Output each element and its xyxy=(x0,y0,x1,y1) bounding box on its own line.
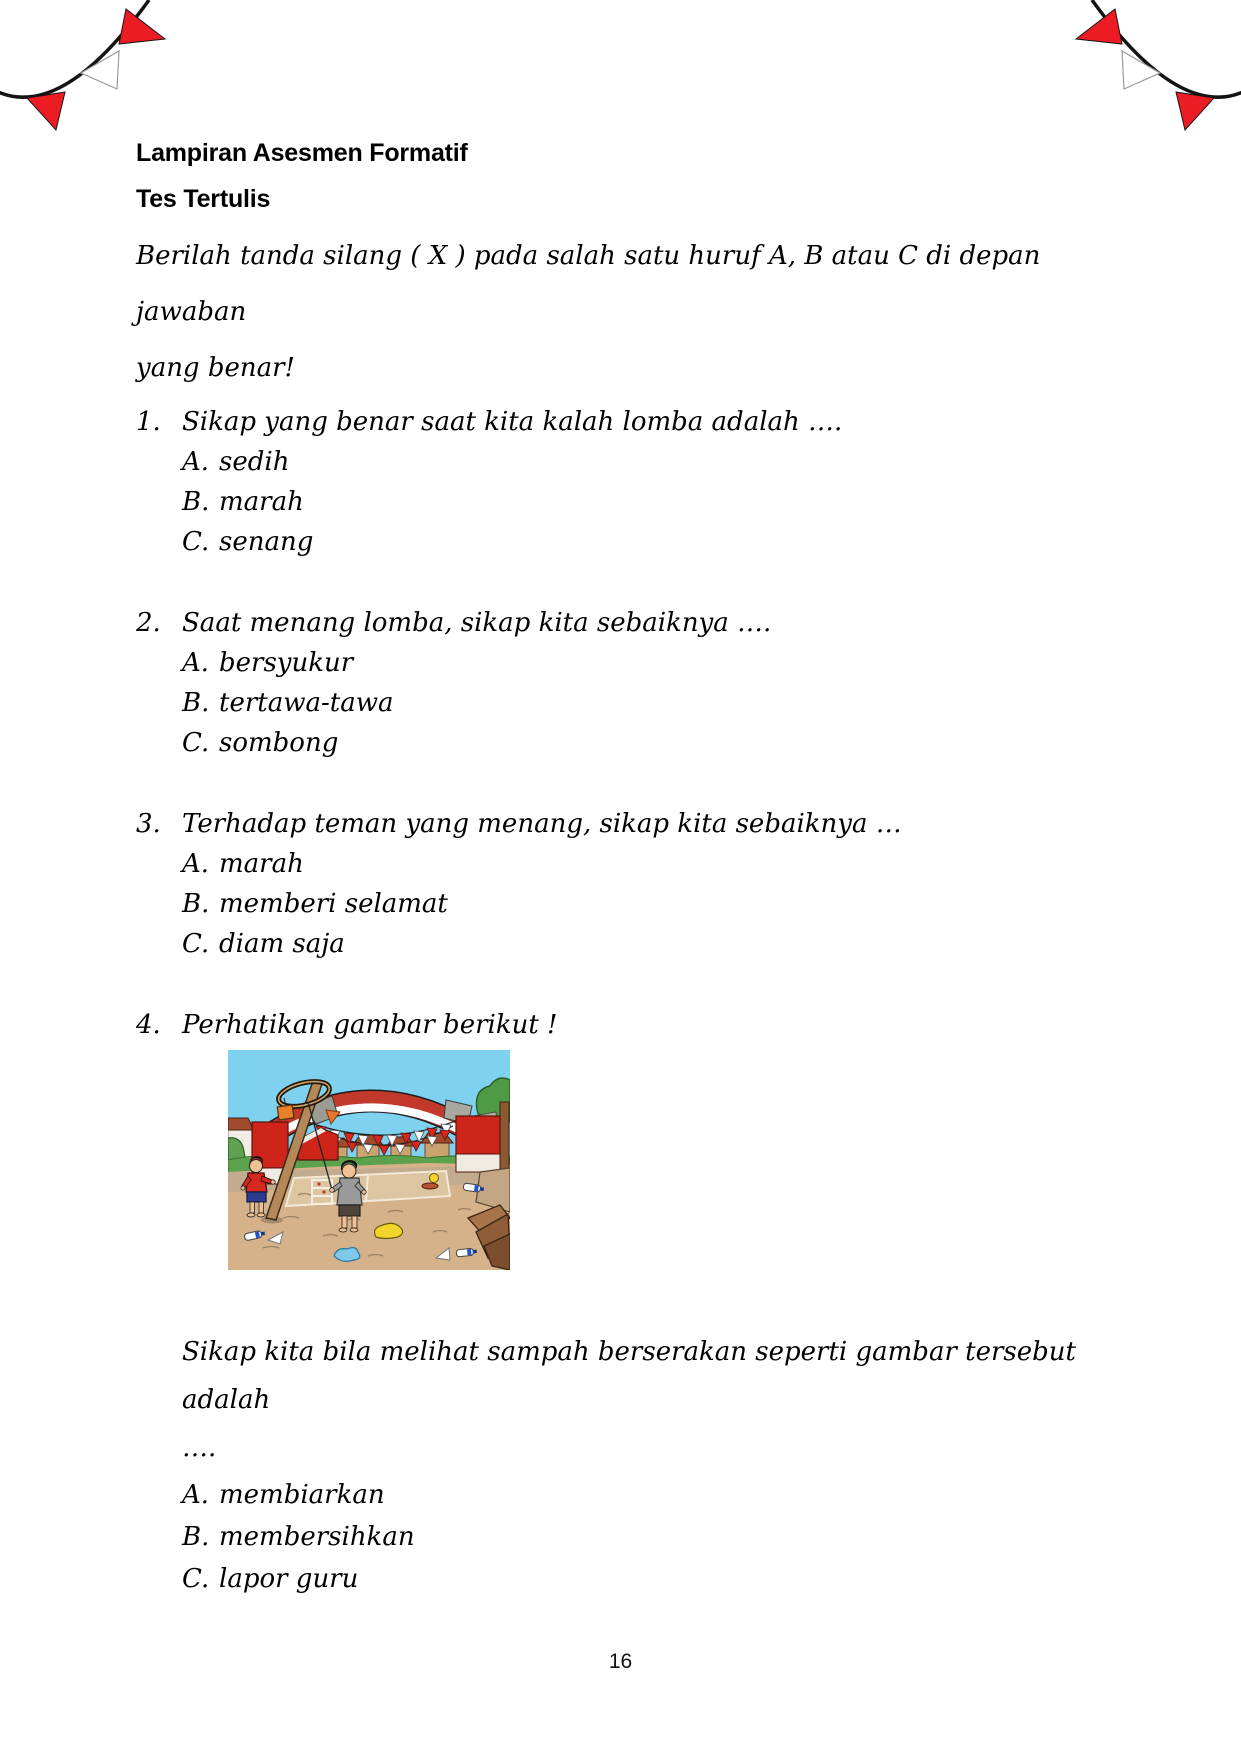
question-1-options xyxy=(182,442,1106,562)
question-text: Saat menang lomba, sikap kita sebaiknya …. xyxy=(182,608,772,638)
option-text: diam saja xyxy=(219,929,345,959)
option-letter: B. xyxy=(182,487,210,517)
page-subtitle: Tes Tertulis xyxy=(136,185,271,213)
question-number: 1. xyxy=(136,407,161,437)
question-3 xyxy=(136,804,1106,964)
option-letter: C. xyxy=(182,1564,210,1594)
option-letter: A. xyxy=(182,849,210,879)
option-row xyxy=(182,683,1106,723)
question-4-options xyxy=(182,1474,1106,1600)
bunting-right-decoration-icon xyxy=(991,0,1241,140)
option-row xyxy=(182,643,1106,683)
question-2 xyxy=(136,603,1106,763)
option-letter: C. xyxy=(182,929,210,959)
option-letter: C. xyxy=(182,728,210,758)
option-text: sombong xyxy=(219,728,339,758)
option-row xyxy=(182,1474,1106,1516)
document-content xyxy=(136,138,1106,1641)
option-letter: B. xyxy=(182,889,210,919)
question-2-options xyxy=(182,643,1106,763)
festival-trash-illustration xyxy=(228,1050,510,1270)
option-text: membiarkan xyxy=(219,1480,385,1510)
option-text: lapor guru xyxy=(219,1564,359,1594)
option-letter: A. xyxy=(182,447,210,477)
question-stem-line: …. xyxy=(182,1433,217,1463)
question-4 xyxy=(136,1005,1106,1600)
option-row xyxy=(182,723,1106,763)
option-row xyxy=(182,482,1106,522)
option-text: sedih xyxy=(219,447,290,477)
option-text: bersyukur xyxy=(219,648,354,678)
option-letter: A. xyxy=(182,1480,210,1510)
option-text: tertawa-tawa xyxy=(219,688,394,718)
option-text: memberi selamat xyxy=(219,889,448,919)
option-letter: B. xyxy=(182,1522,210,1552)
option-row xyxy=(182,924,1106,964)
option-row xyxy=(182,442,1106,482)
question-3-options xyxy=(182,844,1106,964)
option-text: marah xyxy=(219,849,304,879)
page-title: Lampiran Asesmen Formatif xyxy=(136,139,468,167)
option-letter: C. xyxy=(182,527,210,557)
question-number: 3. xyxy=(136,809,161,839)
option-row xyxy=(182,522,1106,562)
option-text: membersihkan xyxy=(219,1522,415,1552)
option-text: marah xyxy=(219,487,304,517)
option-row xyxy=(182,1516,1106,1558)
option-row xyxy=(182,884,1106,924)
bunting-left-decoration-icon xyxy=(0,0,250,140)
question-text: Perhatikan gambar berikut ! xyxy=(182,1010,558,1040)
question-text: Sikap yang benar saat kita kalah lomba adalah …. xyxy=(182,407,843,437)
option-row xyxy=(182,1558,1106,1600)
instruction-line: Berilah tanda silang ( X ) pada salah satu huruf A, B atau C di depan jawaban xyxy=(136,241,1041,327)
question-4-stem xyxy=(182,1328,1106,1472)
instruction-line: yang benar! xyxy=(136,353,295,383)
question-stem-line: Sikap kita bila melihat sampah berserakan seperti gambar tersebut adalah xyxy=(182,1337,1076,1415)
question-number: 4. xyxy=(136,1010,161,1040)
page-number: 16 xyxy=(608,1650,633,1673)
option-text: senang xyxy=(219,527,314,557)
option-letter: A. xyxy=(182,648,210,678)
option-letter: B. xyxy=(182,688,210,718)
question-1 xyxy=(136,402,1106,562)
question-text: Terhadap teman yang menang, sikap kita sebaiknya … xyxy=(182,809,902,839)
instruction xyxy=(136,228,1106,396)
question-number: 2. xyxy=(136,608,161,638)
option-row xyxy=(182,844,1106,884)
